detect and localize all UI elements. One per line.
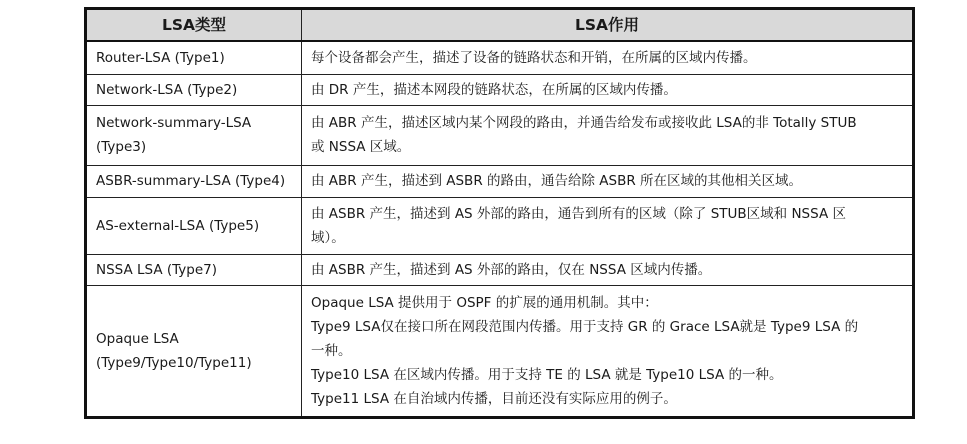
table-row <box>86 254 914 285</box>
table-row <box>86 41 914 74</box>
lsa-desc-text: 每个设备都会产生，描述了设备的链路状态和开销，在所属的区域内传播。 <box>311 49 757 66</box>
header-row <box>86 9 914 42</box>
lsa-desc-cell <box>302 165 914 197</box>
lsa-type-text: (Type3) <box>96 139 147 155</box>
lsa-desc-text: Type9 LSA仅在接口所在网段范围内传播。用于支持 GR 的 Grace LSA就是 Type9 LSA 的 <box>311 318 859 335</box>
lsa-type-cell <box>86 165 302 197</box>
lsa-desc-cell <box>302 285 914 417</box>
lsa-desc-cell <box>302 105 914 165</box>
lsa-type-text: Network-summary-LSA <box>96 115 252 131</box>
lsa-desc-text: Type11 LSA 在自治域内传播，目前还没有实际应用的例子。 <box>311 390 677 407</box>
lsa-type-cell <box>86 105 302 165</box>
lsa-type-text: Opaque LSA <box>96 330 179 347</box>
lsa-type-cell <box>86 74 302 105</box>
lsa-desc-text: 由 ASBR 产生，描述到 AS 外部的路由，通告到所有的区域（除了 STUB区域和 NSSA 区 <box>311 205 846 222</box>
lsa-type-cell <box>86 285 302 417</box>
lsa-type-cell <box>86 197 302 254</box>
table-row <box>86 165 914 197</box>
lsa-type-cell <box>86 254 302 285</box>
lsa-desc-cell <box>302 197 914 254</box>
lsa-desc-text: 或 NSSA 区域。 <box>311 139 411 155</box>
lsa-type-text: NSSA LSA (Type7) <box>96 261 218 278</box>
header-lsa-type: LSA类型 <box>86 9 302 42</box>
lsa-type-text: ASBR-summary-LSA (Type4) <box>96 173 286 189</box>
lsa-desc-text: 由 ABR 产生，描述区域内某个网段的路由，并通告给发布或接收此 LSA的非 Totally STUB <box>311 115 857 131</box>
lsa-desc-text: Opaque LSA 提供用于 OSPF 的扩展的通用机制。其中： <box>311 294 658 311</box>
header-lsa-function: LSA作用 <box>302 9 914 42</box>
lsa-desc-text: Type10 LSA 在区域内传播。用于支持 TE 的 LSA 就是 Type10 LSA 的一种。 <box>311 366 783 383</box>
lsa-type-text: AS-external-LSA (Type5) <box>96 217 260 234</box>
table-row <box>86 197 914 254</box>
lsa-type-text: (Type9/Type10/Type11) <box>96 354 252 371</box>
lsa-desc-cell <box>302 254 914 285</box>
lsa-desc-text: 由 DR 产生，描述本网段的链路状态，在所属的区域内传播。 <box>311 81 677 98</box>
table-row <box>86 74 914 105</box>
table-row <box>86 105 914 165</box>
lsa-type-text: Router-LSA (Type1) <box>96 49 225 66</box>
lsa-desc-cell <box>302 74 914 105</box>
lsa-desc-text: 一种。 <box>311 342 352 359</box>
lsa-type-cell <box>86 41 302 74</box>
table-row <box>86 285 914 417</box>
lsa-desc-cell <box>302 41 914 74</box>
lsa-type-text: Network-LSA (Type2) <box>96 81 238 98</box>
lsa-desc-text: 由 ASBR 产生，描述到 AS 外部的路由，仅在 NSSA 区域内传播。 <box>311 261 712 278</box>
lsa-desc-text: 域）。 <box>311 229 345 246</box>
lsa-desc-text: 由 ABR 产生，描述到 ASBR 的路由，通告给除 ASBR 所在区域的其他相关区域。 <box>311 173 803 189</box>
lsa-table <box>84 7 915 419</box>
